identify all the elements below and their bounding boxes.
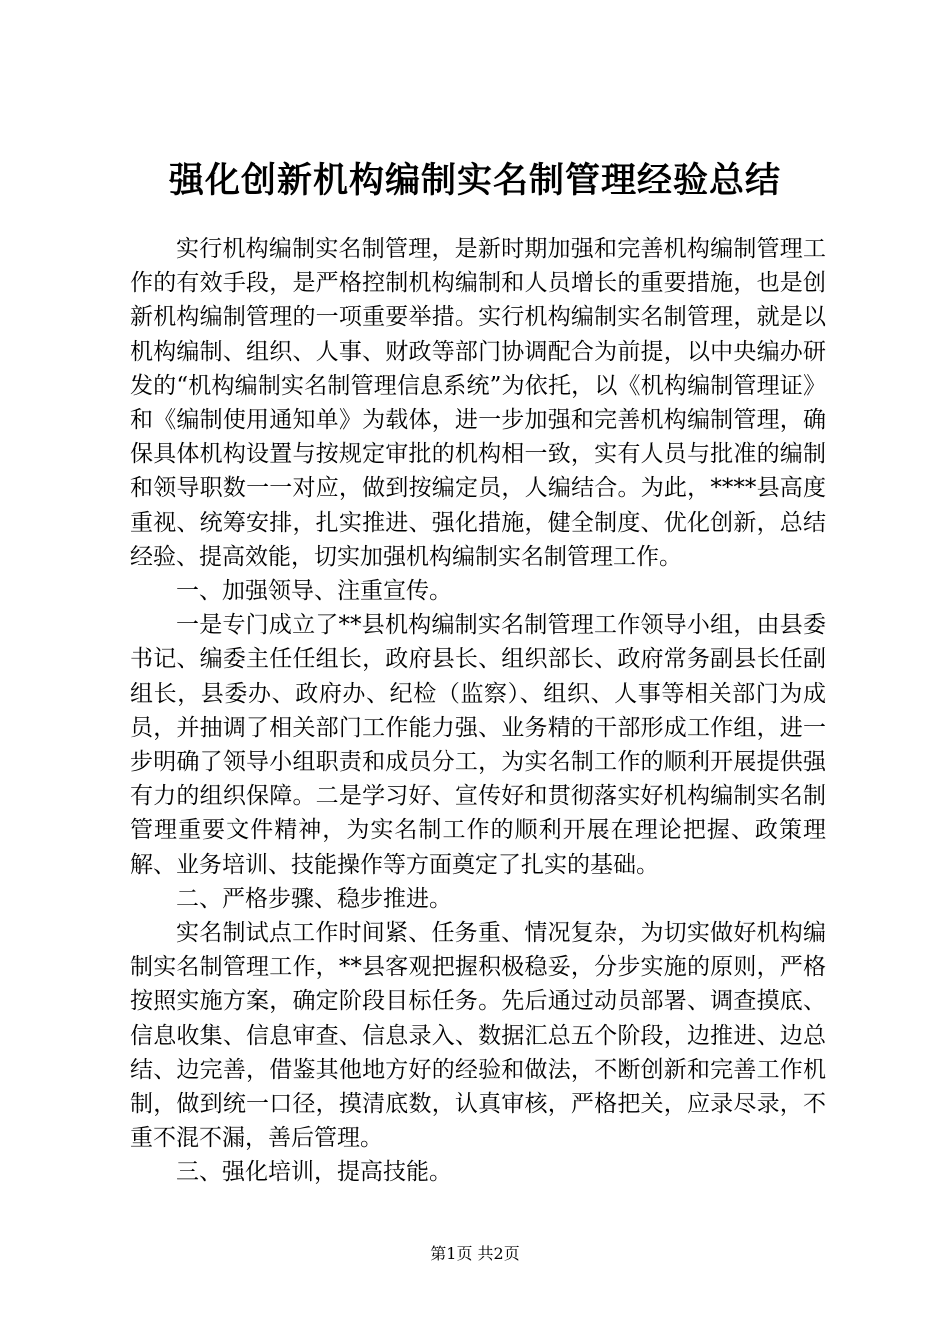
paragraph-intro: 实行机构编制实名制管理，是新时期加强和完善机构编制管理工作的有效手段，是严格控制机构编制和人员增长的重要措施，也是创新机构编制管理的一项重要举措。实行机构编制实名制管理，就是以机构编制、组织、人事、财政等部门协调配合为前提，以中央编办研发的“机构编制实名制管理信息系统”为依托，以《机构编制管理证》和《编制使用通知单》为载体，进一步加强和完善机构编制管理，确保具体机构设置与按规定审批的机构相一致，实有人员与批准的编制和领导职数一一对应，做到按编定员，人编结合。为此，****县高度重视、统筹安排，扎实推进、强化措施，健全制度、优化创新，总结经验、提高效能，切实加强机构编制实名制管理工作。 xyxy=(130,236,826,570)
document-title: 强化创新机构编制实名制管理经验总结 xyxy=(168,160,781,201)
section-heading-1: 一、加强领导、注重宣传。 xyxy=(176,578,452,605)
paragraph-section-1: 一是专门成立了**县机构编制实名制管理工作领导小组，由县委书记、编委主任任组长，政府县长、组织部长、政府常务副县长任副组长，县委办、政府办、纪检（监察）、组织、人事等相关部门为成员，并抽调了相关部门工作能力强、业务精的干部形成工作组，进一步明确了领导小组职责和成员分工，为实名制工作的顺利开展提供强有力的组织保障。二是学习好、宣传好和贯彻落实好机构编制实名制管理重要文件精神，为实名制工作的顺利开展在理论把握、政策理解、业务培训、技能操作等方面奠定了扎实的基础。 xyxy=(130,612,826,878)
document-body xyxy=(130,232,826,1190)
paragraph-section-2: 实名制试点工作时间紧、任务重、情况复杂，为切实做好机构编制实名制管理工作，**县客观把握积极稳妥，分步实施的原则，严格按照实施方案，确定阶段目标任务。先后通过动员部署、调查摸底、信息收集、信息审查、信息录入、数据汇总五个阶段，边推进、边总结、边完善，借鉴其他地方好的经验和做法，不断创新和完善工作机制，做到统一口径，摸清底数，认真审核，严格把关，应录尽录，不重不混不漏，善后管理。 xyxy=(130,920,826,1152)
section-heading-2: 二、严格步骤、稳步推进。 xyxy=(176,885,452,912)
section-heading-3: 三、强化培训，提高技能。 xyxy=(176,1159,452,1186)
page-footer: 第1页 共2页 xyxy=(430,1244,520,1263)
